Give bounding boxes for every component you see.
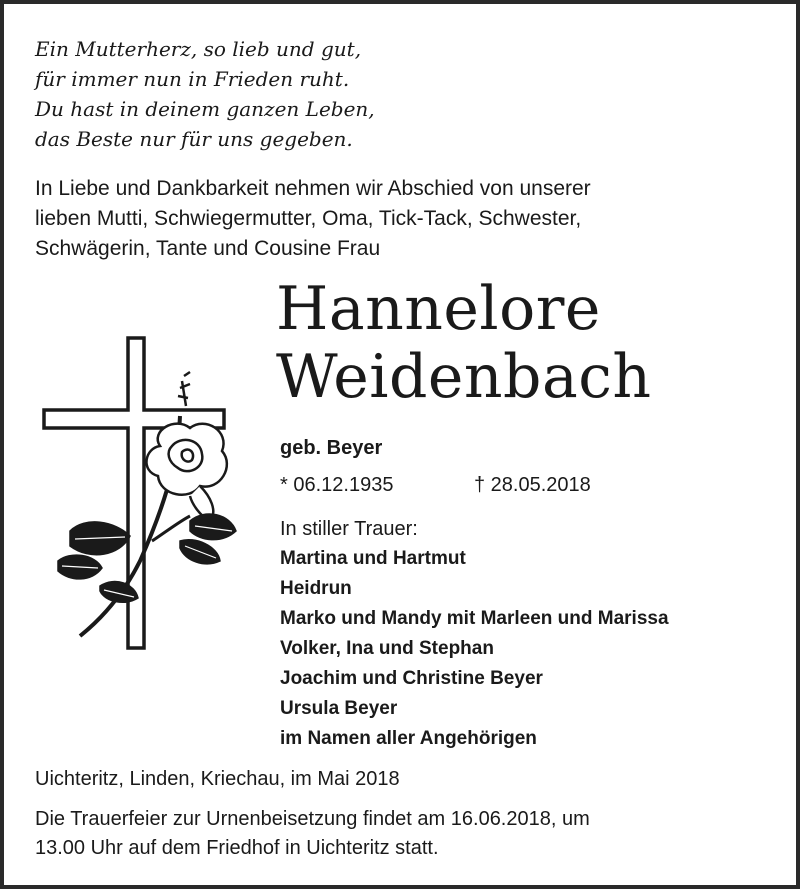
mourners-heading: In stiller Trauer: bbox=[280, 518, 418, 540]
service-line: Die Trauerfeier zur Urnenbeisetzung findet am 16.06.2018, um bbox=[35, 808, 590, 830]
service-line: 13.00 Uhr auf dem Friedhof in Uichteritz statt. bbox=[35, 837, 439, 859]
mourner-entry: im Namen aller Angehörigen bbox=[280, 728, 537, 749]
mourner-entry: Volker, Ina und Stephan bbox=[280, 638, 494, 659]
mourners-list bbox=[280, 544, 790, 754]
death-date: † 28.05.2018 bbox=[474, 474, 591, 496]
cross-with-rose-icon bbox=[40, 336, 240, 671]
intro-line: lieben Mutti, Schwiegermutter, Oma, Tick-Tack, Schwester, bbox=[35, 207, 582, 230]
first-name: Hannelore bbox=[276, 274, 601, 344]
maiden-name: geb. Beyer bbox=[280, 437, 383, 459]
last-name: Weidenbach bbox=[276, 342, 652, 412]
intro-text bbox=[35, 174, 735, 264]
mourner-entry: Heidrun bbox=[280, 578, 352, 599]
poem-line: Ein Mutterherz, so lieb und gut, bbox=[35, 37, 362, 61]
deceased-name bbox=[276, 275, 776, 411]
funeral-service-notice bbox=[35, 805, 775, 863]
poem bbox=[35, 34, 595, 154]
mourner-entry: Joachim und Christine Beyer bbox=[280, 668, 543, 689]
intro-line: In Liebe und Dankbarkeit nehmen wir Abschied von unserer bbox=[35, 177, 591, 200]
birth-date: * 06.12.1935 bbox=[280, 474, 394, 496]
mourner-entry: Marko und Mandy mit Marleen und Marissa bbox=[280, 608, 669, 629]
mourner-entry: Martina und Hartmut bbox=[280, 548, 466, 569]
place-and-date: Uichteritz, Linden, Kriechau, im Mai 2018 bbox=[35, 768, 400, 790]
intro-line: Schwägerin, Tante und Cousine Frau bbox=[35, 237, 381, 260]
poem-line: Du hast in deinem ganzen Leben, bbox=[35, 97, 375, 121]
poem-line: für immer nun in Frieden ruht. bbox=[35, 67, 350, 91]
mourner-entry: Ursula Beyer bbox=[280, 698, 398, 719]
poem-line: das Beste nur für uns gegeben. bbox=[35, 127, 353, 151]
